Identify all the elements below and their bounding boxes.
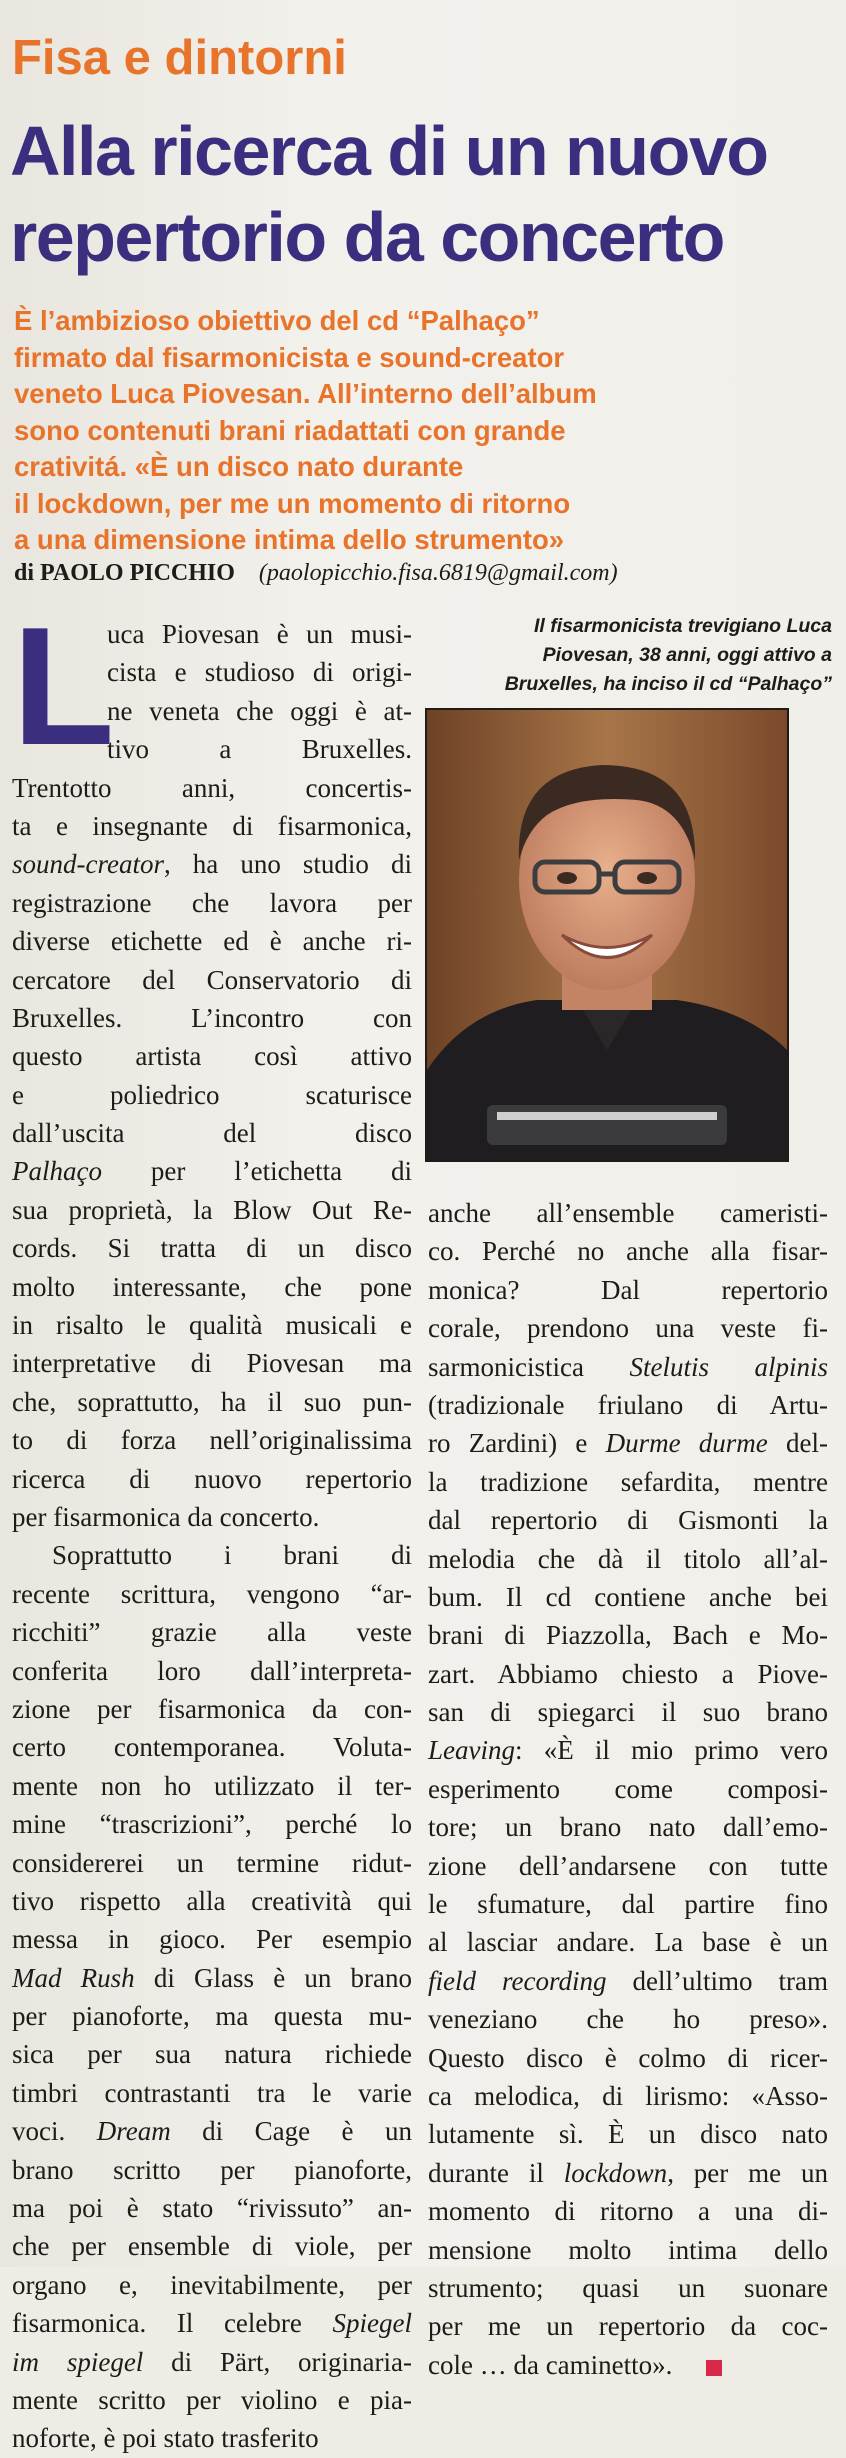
article-text-line: certo contemporanea. Voluta-: [12, 1732, 412, 1763]
photo-caption: [432, 612, 832, 699]
portrait-photo: [425, 708, 789, 1162]
headline-line: repertorio da concerto: [10, 198, 724, 276]
article-text-line: ro Zardini) e Durme durme del-: [428, 1428, 828, 1459]
article-text-line: e poliedrico scaturisce: [12, 1079, 412, 1110]
caption-line: Il fisarmonicista trevigiano Luca: [533, 615, 832, 637]
drop-cap-letter: L: [12, 592, 115, 780]
article-text-line: tore; un brano nato dall’emo-: [428, 1812, 828, 1843]
portrait-illustration: [427, 710, 787, 1160]
article-text-line: registrazione che lavora per: [12, 887, 412, 918]
article-text-line: considererei un termine ridut-: [12, 1847, 412, 1878]
lead-line: il lockdown, per me un momento di ritorno: [14, 487, 571, 519]
article-text-line: san di spiegarci il suo brano: [428, 1697, 828, 1728]
article-text-line: conferita loro dall’interpreta-: [12, 1655, 412, 1686]
article-text-line: bum. Il cd contiene anche bei: [428, 1581, 828, 1612]
article-text-line: zione dell’andarsene con tutte: [428, 1850, 828, 1881]
article-text-line: Palhaço per l’etichetta di: [12, 1156, 412, 1187]
article-text-line: melodia che dà il titolo all’al-: [428, 1543, 828, 1574]
article-text-line: dal repertorio di Gismonti la: [428, 1505, 828, 1536]
article-text-line: recente scrittura, vengono “ar-: [12, 1578, 412, 1609]
article-text-line: im spiegel di Pärt, originaria-: [12, 2346, 412, 2377]
lead-line: veneto Luca Piovesan. All’interno dell’album: [14, 378, 597, 409]
end-of-article-mark: [706, 2360, 722, 2376]
article-text-line: cords. Si tratta di un disco: [12, 1233, 412, 1264]
article-text-line: Trentotto anni, concertis-: [12, 772, 412, 803]
author-name: di PAOLO PICCHIO: [14, 560, 235, 586]
article-text-line: messa in gioco. Per esempio: [12, 1924, 412, 1955]
article-text-line: molto interessante, che pone: [12, 1271, 412, 1302]
lead-line: È l’ambizioso obiettivo del cd “Palhaço”: [14, 305, 540, 336]
article-text-line: dall’uscita del disco: [12, 1118, 412, 1149]
article-text-line: sica per sua natura richiede: [12, 2039, 412, 2070]
article-text-line: ma poi è stato “rivissuto” an-: [12, 2193, 412, 2224]
article-text-line: corale, prendono una veste fi-: [428, 1313, 828, 1344]
article-text-line: per me un repertorio da coc-: [428, 2311, 828, 2342]
article-text-line: che per ensemble di viole, per: [12, 2231, 412, 2262]
article-text-line: al lasciar andare. La base è un: [428, 1927, 828, 1958]
article-text-line: to di forza nell’originalissima: [12, 1425, 412, 1456]
article-text-line: sua proprietà, la Blow Out Re-: [12, 1194, 412, 1225]
article-text-line: (tradizionale friulano di Artu-: [428, 1389, 828, 1420]
article-text-line: cista e studioso di origi-: [107, 657, 412, 688]
lead-line: sono contenuti brani riadattati con grande: [14, 414, 566, 446]
article-text-line: ricchiti” grazie alla veste: [12, 1617, 412, 1648]
article-text-line: noforte, è poi stato trasferito: [12, 2423, 319, 2454]
article-text-line: cercatore del Conservatorio di: [12, 964, 412, 995]
article-text-line: uca Piovesan è un musi-: [107, 619, 412, 649]
article-text-line: ne veneta che oggi è at-: [107, 695, 412, 726]
article-text-line: zione per fisarmonica da con-: [12, 1693, 412, 1724]
article-text-line: momento di ritorno a una di-: [428, 2196, 828, 2227]
headline: [10, 108, 840, 280]
lead-line: firmato dal fisarmonicista e sound-creator: [14, 341, 565, 373]
article-text-line: mine “trascrizioni”, perché lo: [12, 1809, 412, 1840]
article-text-line: field recording dell’ultimo tram: [428, 1965, 829, 1996]
article-text-line: fisarmonica. Il celebre Spiegel: [12, 2308, 412, 2339]
article-text-line: Leaving: «È il mio primo vero: [428, 1735, 828, 1766]
article-text-line: esperimento come composi-: [428, 1773, 828, 1804]
headline-line: Alla ricerca di un nuovo: [10, 112, 768, 190]
article-text-line: anche all’ensemble cameristi-: [428, 1198, 828, 1228]
article-text-line: le sfumature, dal partire fino: [428, 1889, 828, 1920]
lead-line: crativitá. «È un disco nato durante: [14, 451, 464, 482]
article-text-line: questo artista così attivo: [12, 1041, 412, 1072]
article-text-line: ca melodica, di lirismo: «Asso-: [428, 2080, 828, 2111]
article-text-line: organo e, inevitabilmente, per: [12, 2269, 412, 2300]
article-text-line: durante il lockdown, per me un: [428, 2157, 828, 2188]
article-text-line: mensione molto intima dello: [428, 2234, 828, 2265]
article-text-line: per fisarmonica da concerto.: [12, 1501, 320, 1532]
author-email: (paolopicchio.fisa.6819@gmail.com): [258, 560, 618, 586]
article-text-line: la tradizione sefardita, mentre: [428, 1466, 828, 1497]
article-text-line: ta e insegnante di fisarmonica,: [12, 810, 412, 841]
article-text-line: zart. Abbiamo chiesto a Piove-: [428, 1658, 828, 1689]
lead-line: a una dimensione intima dello strumento»: [14, 524, 565, 555]
article-text-line: in risalto le qualità musicali e: [12, 1310, 412, 1341]
article-text-line: sound-creator, ha uno studio di: [12, 849, 412, 880]
article-text-line: lutamente sì. È un disco nato: [428, 2119, 828, 2150]
article-text-line: timbri contrastanti tra le varie: [12, 2077, 412, 2108]
article-text-line: ricerca di nuovo repertorio: [12, 1463, 412, 1494]
byline: [14, 560, 618, 587]
article-text-line: sarmonicistica Stelutis alpinis: [428, 1351, 828, 1382]
article-text-line: co. Perché no anche alla fisar-: [428, 1236, 828, 1267]
article-text-line: interpretative di Piovesan ma: [12, 1348, 412, 1379]
article-column-1: [12, 615, 412, 2458]
caption-line: Bruxelles, ha inciso il cd “Palhaço”: [504, 673, 832, 695]
article-text-line: Questo disco è colmo di ricer-: [428, 2042, 828, 2073]
article-column-2: [428, 1194, 828, 2384]
article-text-line: che, soprattutto, ha il suo pun-: [12, 1386, 412, 1417]
article-text-line: diverse etichette ed è anche ri-: [12, 926, 412, 957]
article-text-line: Soprattutto i brani di: [52, 1540, 412, 1571]
article-text-line: brani di Piazzolla, Bach e Mo-: [428, 1620, 828, 1651]
article-text-line: Bruxelles. L’incontro con: [12, 1002, 412, 1033]
article-text-line: brano scritto per pianoforte,: [12, 2154, 412, 2185]
article-text-line: monica? Dal repertorio: [428, 1274, 828, 1305]
article-text-line: Mad Rush di Glass è un brano: [12, 1962, 412, 1993]
article-text-line: tivo a Bruxelles.: [107, 734, 412, 765]
lead-paragraph: [14, 303, 834, 559]
article-text-line: veneziano che ho preso».: [428, 2004, 828, 2035]
article-text-line: mente scritto per violino e pia-: [12, 2384, 412, 2415]
article-text-line: tivo rispetto alla creatività qui: [12, 1885, 412, 1916]
caption-line: Piovesan, 38 anni, oggi attivo a: [542, 644, 832, 666]
article-text-line: strumento; quasi un suonare: [428, 2272, 828, 2303]
article-text-line: cole … da caminetto».: [428, 2346, 828, 2384]
article-text-line: mente non ho utilizzato il ter-: [12, 1770, 412, 1801]
article-text-line: voci. Dream di Cage è un: [12, 2116, 412, 2147]
article-text-line: per pianoforte, ma questa mu-: [12, 2001, 412, 2032]
section-rubric: Fisa e dintorni: [12, 31, 347, 85]
